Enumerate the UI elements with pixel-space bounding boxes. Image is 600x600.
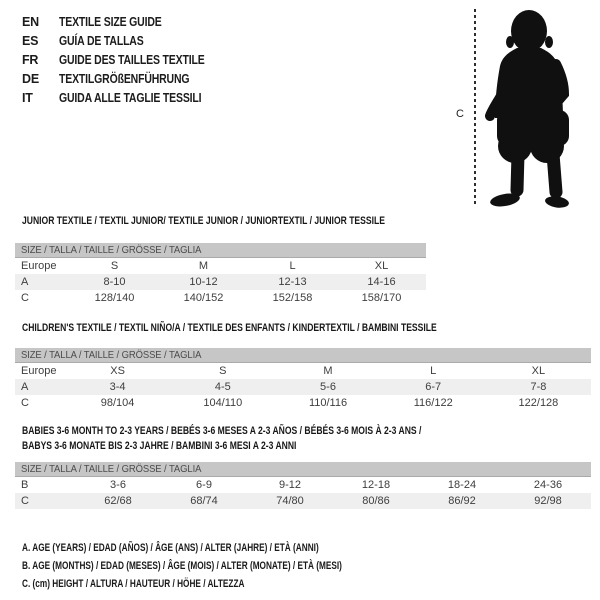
size-value-cell: 3-4 (109, 381, 126, 393)
table-row (15, 290, 426, 306)
size-value-cell: 74/80 (276, 495, 304, 507)
language-row (22, 70, 232, 89)
footnotes (22, 539, 449, 593)
table-title-lines (15, 321, 591, 336)
row-cells (75, 493, 591, 509)
language-title: TEXTILGRÖßENFÜHRUNG (59, 72, 190, 86)
row-label: B (21, 479, 29, 491)
size-header-bar (15, 348, 591, 363)
size-value-cell: 116/122 (413, 397, 453, 409)
table-rows (15, 363, 591, 411)
size-header-label: SIZE / TALLA / TAILLE / GRÖSSE / TAGLIA (21, 244, 202, 256)
size-value-cell: 7-8 (530, 381, 547, 393)
size-value-cell: 9-12 (278, 479, 302, 491)
size-value-cell: XS (110, 365, 125, 377)
row-label: C (21, 495, 29, 507)
size-header-label: SIZE / TALLA / TAILLE / GRÖSSE / TAGLIA (21, 463, 202, 475)
height-measure-dashed-line (474, 9, 476, 207)
size-table-section (15, 214, 426, 306)
language-row (22, 32, 232, 51)
language-title: GUÍA DE TALLAS (59, 34, 144, 48)
size-value-cell: 62/68 (104, 495, 132, 507)
size-value-cell: S (219, 365, 227, 377)
row-cells (70, 274, 426, 290)
row-cells (75, 477, 591, 493)
size-value-cell: M (198, 260, 209, 272)
row-label: A (21, 381, 29, 393)
size-header-label: SIZE / TALLA / TAILLE / GRÖSSE / TAGLIA (21, 349, 202, 361)
table-row (15, 363, 591, 379)
size-value-cell: 6-7 (425, 381, 442, 393)
row-label: C (21, 397, 29, 409)
language-title: TEXTILE SIZE GUIDE (59, 15, 162, 29)
row-label: Europe (21, 365, 57, 377)
size-header-bar (15, 243, 426, 258)
size-value-cell: 14-16 (367, 276, 396, 288)
height-measure-label: C (456, 108, 464, 120)
table-row (15, 477, 591, 493)
toddler-silhouette-icon (484, 6, 584, 208)
language-code: DE (22, 72, 39, 86)
row-label: A (21, 276, 29, 288)
size-value-cell: 8-10 (103, 276, 126, 288)
size-value-cell: 68/74 (190, 495, 218, 507)
size-header-bar (15, 462, 591, 477)
size-value-cell: M (323, 365, 333, 377)
size-value-cell: 4-5 (214, 381, 231, 393)
size-value-cell: 140/152 (183, 292, 224, 304)
size-value-cell: 92/98 (534, 495, 562, 507)
footnote: B. AGE (MONTHS) / EDAD (MESES) / ÂGE (MOIS) / ALTER (MONATE) / ETÀ (MESI) (22, 560, 342, 572)
language-code: FR (22, 53, 39, 67)
size-value-cell: XL (374, 260, 389, 272)
size-value-cell: 18-24 (447, 479, 477, 491)
table-row (15, 395, 591, 411)
size-value-cell: 104/110 (203, 397, 243, 409)
table-title-lines (15, 214, 426, 229)
table-title: JUNIOR TEXTILE / TEXTIL JUNIOR/ TEXTILE JUNIOR / JUNIORTEXTIL / JUNIOR TESSILE (22, 215, 385, 227)
size-value-cell: 128/140 (94, 292, 135, 304)
table-row (15, 379, 591, 395)
size-value-cell: 6-9 (196, 479, 212, 491)
size-value-cell: 152/158 (272, 292, 313, 304)
size-value-cell: 24-36 (533, 479, 563, 491)
row-cells (65, 395, 591, 411)
language-title: GUIDA ALLE TAGLIE TESSILI (59, 91, 202, 105)
size-value-cell: 12-13 (278, 276, 307, 288)
size-value-cell: 158/170 (361, 292, 402, 304)
table-title: BABIES 3-6 MONTH TO 2-3 YEARS / BEBÉS 3-6 MESES A 2-3 AÑOS / BÉBÉS 3-6 MOIS À 2-3 ANS / (22, 425, 422, 437)
size-value-cell: XL (531, 365, 546, 377)
table-row (15, 274, 426, 290)
size-value-cell: 12-18 (361, 479, 391, 491)
size-table-section (15, 424, 591, 509)
language-code: ES (22, 34, 39, 48)
table-row (15, 493, 591, 509)
table-title: CHILDREN'S TEXTILE / TEXTIL NIÑO/A / TEXTILE DES ENFANTS / KINDERTEXTIL / BAMBINI TESSILE (22, 322, 437, 334)
size-value-cell: 10-12 (189, 276, 218, 288)
footnote: C. (cm) HEIGHT / ALTURA / HAUTEUR / HÖHE / ALTEZZA (22, 578, 245, 590)
size-value-cell: S (110, 260, 119, 272)
size-value-cell: L (430, 365, 437, 377)
size-table-section (15, 321, 591, 411)
size-value-cell: L (289, 260, 296, 272)
size-value-cell: 80/86 (362, 495, 390, 507)
language-title: GUIDE DES TAILLES TEXTILE (59, 53, 205, 67)
language-code: IT (22, 91, 33, 105)
language-list (22, 13, 232, 108)
row-cells (70, 258, 426, 274)
size-value-cell: 86/92 (448, 495, 476, 507)
language-row (22, 51, 232, 70)
row-label: C (21, 292, 29, 304)
table-row (15, 258, 426, 274)
table-rows (15, 477, 591, 509)
language-row (22, 13, 232, 32)
row-cells (70, 290, 426, 306)
size-value-cell: 98/104 (100, 397, 135, 409)
table-title-lines (15, 424, 591, 454)
row-label: Europe (21, 260, 57, 272)
language-row (22, 89, 232, 108)
size-value-cell: 5-6 (320, 381, 336, 393)
size-value-cell: 122/128 (518, 397, 559, 409)
language-code: EN (22, 15, 39, 29)
size-value-cell: 3-6 (110, 479, 126, 491)
table-title: BABYS 3-6 MONATE BIS 2-3 JAHRE / BAMBINI 3-6 MESI A 2-3 ANNI (22, 440, 297, 452)
row-cells (65, 379, 591, 395)
row-cells (65, 363, 591, 379)
table-rows (15, 258, 426, 306)
size-value-cell: 110/116 (308, 397, 348, 409)
footnote: A. AGE (YEARS) / EDAD (AÑOS) / ÂGE (ANS) / ALTER (JAHRE) / ETÀ (ANNI) (22, 542, 319, 554)
